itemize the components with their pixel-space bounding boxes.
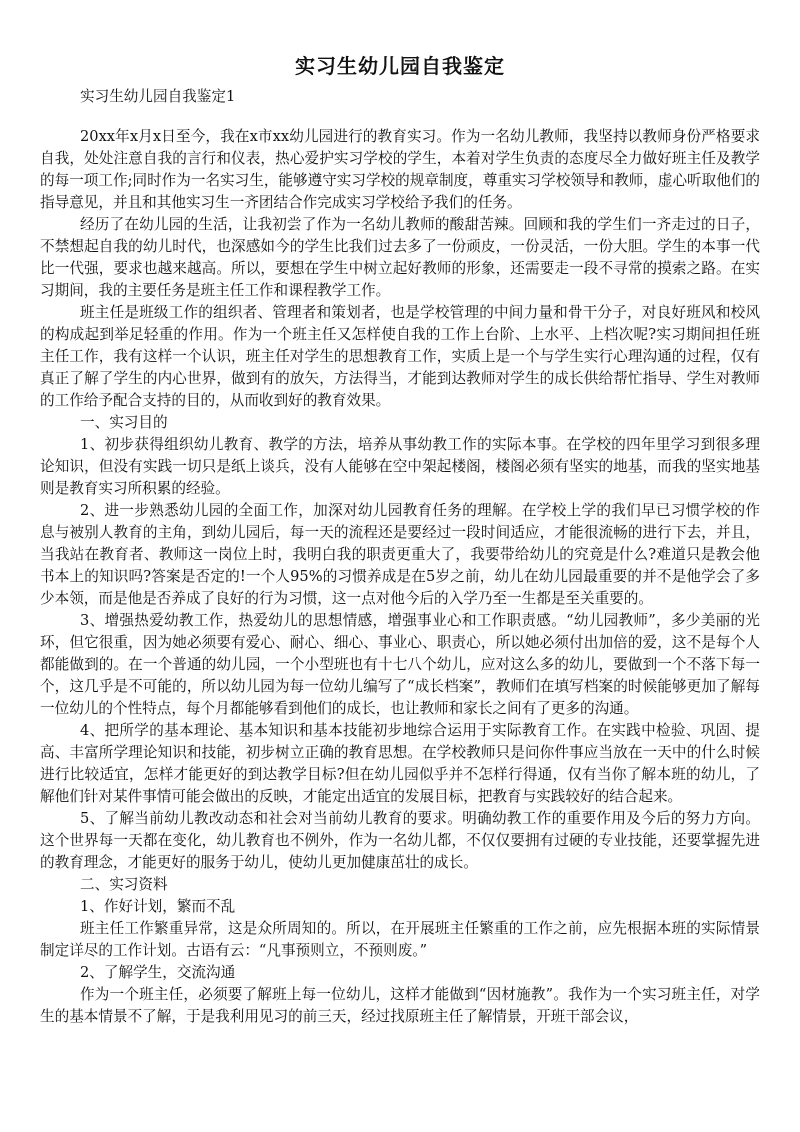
paragraph: 1、初步获得组织幼儿教育、教学的方法，培养从事幼教工作的实际本事。在学校的四年里学习到很多理论知识，但没有实践一切只是纸上谈兵，没有人能够在空中架起楼阁，楼阁必须有坚实的地基，而我的坚实地基则是教育实习所积累的经验。	[40, 436, 760, 497]
paragraph: 2、进一步熟悉幼儿园的全面工作，加深对幼儿园教育任务的理解。在学校上学的我们早已习惯学校的作息与被别人教育的主角，到幼儿园后，每一天的流程还是要经过一段时间适应，才能很流畅的进行下去，并且，当我站在教育者、教师这一岗位上时，我明白我的职责更重大了，我要带给幼儿的究竟是什么?难道只是教会他书本上的知识吗?答案是否定的!一个人95%的习惯养成是在5岁之前，幼儿在幼儿园最重要的并不是他学会了多少本领，而是他是否养成了良好的行为习惯，这一点对他今后的入学乃至一生都是至关重要的。	[40, 502, 760, 607]
paragraph: 3、增强热爱幼教工作，热爱幼儿的思想情感，增强事业心和工作职责感。“幼儿园教师”，多少美丽的光环，但它很重，因为她必须要有爱心、耐心、细心、事业心、职责心，所以她必须付出加倍的爱，这不是每个人都能做到的。在一个普通的幼儿园，一个小型班也有十七八个幼儿，应对这么多的幼儿，要做到一个不落下每一个，这几乎是不可能的，所以幼儿园为每一位幼儿编写了“成长档案”，教师们在填写档案的时候能够更加了解每一位幼儿的个性特点，每个月都能够看到他们的成长，也让教师和家长之间有了更多的沟通。	[40, 612, 760, 717]
paragraph: 4、把所学的基本理论、基本知识和基本技能初步地综合运用于实际教育工作。在实践中检验、巩固、提高、丰富所学理论知识和技能，初步树立正确的教育思想。在学校教师只是问你件事应当放在一天中的什么时候进行比较适宜，怎样才能更好的到达教学目标?但在幼儿园似乎并不怎样行得通，仅有当你了解本班的幼儿，了解他们针对某件事情可能会做出的反映，才能定出适宜的发展目标，把教育与实践较好的结合起来。	[40, 722, 760, 805]
paragraph: 作为一个班主任，必须要了解班上每一位幼儿，这样才能做到“因材施教”。我作为一个实习班主任，对学生的基本情景不了解，于是我利用见习的前三天，经过找原班主任了解情景，开班干部会议，	[40, 986, 760, 1025]
document-body	[40, 126, 760, 1028]
section-heading: 2、了解学生，交流沟通	[80, 964, 236, 981]
paragraph: 20xx年x月x日至今，我在x市xx幼儿园进行的教育实习。作为一名幼儿教师，我坚持以教师身份严格要求自我，处处注意自我的言行和仪表，热心爱护实习学校的学生，本着对学生负责的态度尽全力做好班主任及教学的每一项工作;同时作为一名实习生，能够遵守实习学校的规章制度，尊重实习学校领导和教师，虚心听取他们的指导意见，并且和其他实习生一齐团结合作完成实习学校给予我们的任务。	[40, 128, 761, 211]
paragraph: 经历了在幼儿园的生活，让我初尝了作为一名幼儿教师的酸甜苦辣。回顾和我的学生们一齐走过的日子，不禁想起自我的幼儿时代，也深感如今的学生比我们过去多了一份顽皮，一份灵活，一份大胆。学生的本事一代比一代强，要求也越来越高。所以，要想在学生中树立起好教师的形象，还需要走一段不寻常的摸索之路。在实习期间，我的主要任务是班主任工作和课程教学工作。	[40, 216, 760, 299]
document-subtitle: 实习生幼儿园自我鉴定1	[80, 88, 236, 105]
section-heading: 一、实习目的	[80, 414, 168, 431]
paragraph: 班主任工作繁重异常，这是众所周知的。所以，在开展班主任繁重的工作之前，应先根据本班的实际情景制定详尽的工作计划。古语有云：“凡事预则立，不预则废。”	[40, 920, 760, 959]
paragraph: 5、了解当前幼儿教改动态和社会对当前幼儿教育的要求。明确幼教工作的重要作用及今后的努力方向。这个世界每一天都在变化，幼儿教育也不例外，作为一名幼儿都，不仅仅要拥有过硬的专业技能，还要掌握先进的教育理念，才能更好的服务于幼儿，使幼儿更加健康茁壮的成长。	[40, 810, 760, 871]
section-heading: 1、作好计划，繁而不乱	[80, 898, 236, 915]
paragraph: 班主任是班级工作的组织者、管理者和策划者，也是学校管理的中间力量和骨干分子，对良好班风和校风的构成起到举足轻重的作用。作为一个班主任又怎样使自我的工作上台阶、上水平、上档次呢?实习期间担任班主任工作，我有这样一个认识，班主任对学生的思想教育工作，实质上是一个与学生实行心理沟通的过程，仅有真正了解了学生的内心世界，做到有的放矢，方法得当，才能到达教师对学生的成长供给帮忙指导、学生对教师的工作给予配合支持的目的，从而收到好的教育效果。	[40, 304, 760, 409]
section-heading: 二、实习资料	[80, 876, 168, 893]
document-title: 实习生幼儿园自我鉴定	[295, 54, 505, 78]
